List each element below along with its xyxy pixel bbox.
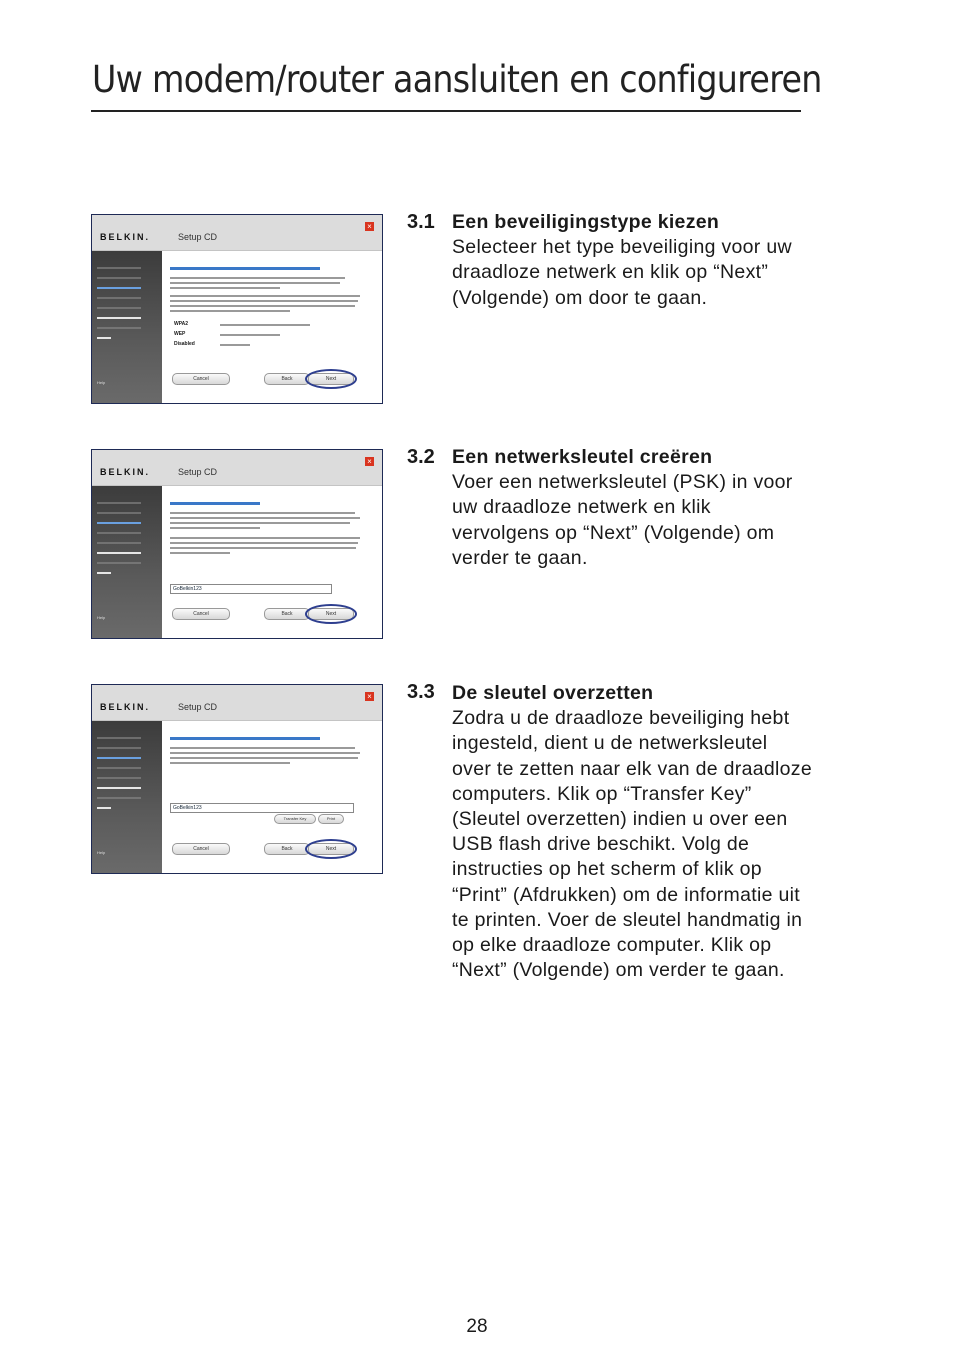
option-wep: WEP: [174, 331, 186, 337]
network-key-field: GoBelkin123: [170, 584, 332, 594]
back-button: Back: [264, 608, 310, 620]
screenshot-sidebar: [92, 486, 162, 638]
network-key-field: GoBelkin123: [170, 803, 354, 813]
section-body: Zodra u de draadloze beveiliging hebt ingesteld, dient u de netwerksleutel over te zetten naar elk van de draadloze computers. Klik op “Transfer Key” (Sleutel overzetten) indien u over een USB flash drive beschikt. Volg de instructies op het scherm of klik op “Print” (Afdrukken) om de informatie uit te printen. Voer de sleutel handmatig in op elke draadloze computer. Klik op “Next” (Volgende) om verder te gaan.: [452, 707, 812, 982]
help-label: Help: [97, 850, 106, 855]
cancel-button: Cancel: [172, 843, 230, 855]
section-number: 3.3: [407, 681, 435, 703]
section-heading: De sleutel overzetten: [452, 682, 654, 704]
screenshot-sidebar: [92, 251, 162, 403]
screenshot-sidebar: [92, 721, 162, 873]
setup-cd-title: Setup CD: [178, 702, 218, 712]
back-button: Back: [264, 373, 310, 385]
back-button: Back: [264, 843, 310, 855]
option-wpa2: WPA2: [174, 321, 189, 327]
close-icon: ×: [365, 222, 374, 231]
section-number: 3.2: [407, 446, 435, 468]
section-number: 3.1: [407, 211, 435, 233]
screenshot-header: [92, 685, 382, 721]
section-text: [452, 210, 812, 311]
screenshot-network-key: [91, 449, 383, 639]
belkin-logo: BELKIN.: [100, 702, 150, 712]
cancel-button: Cancel: [172, 373, 230, 385]
section-body: Voer een netwerksleutel (PSK) in voor uw draadloze netwerk en klik vervolgens op “Next” (Volgende) om verder te gaan.: [452, 471, 793, 569]
print-button: Print: [318, 814, 344, 824]
close-icon: ×: [365, 692, 374, 701]
section-body: Selecteer het type beveiliging voor uw draadloze netwerk en klik op “Next” (Volgende) om door te gaan.: [452, 236, 792, 309]
title-rule: [91, 110, 801, 112]
help-label: Help: [97, 380, 106, 385]
option-disabled: Disabled: [174, 341, 195, 347]
setup-cd-title: Setup CD: [178, 232, 218, 242]
section-text: [452, 445, 812, 571]
next-highlight-ring: [305, 369, 357, 389]
cancel-button: Cancel: [172, 608, 230, 620]
page-number: 28: [466, 1316, 488, 1337]
section-text: [452, 681, 812, 983]
belkin-logo: BELKIN.: [100, 467, 150, 477]
screenshot-header: [92, 450, 382, 486]
close-icon: ×: [365, 457, 374, 466]
next-button: Next: [308, 373, 354, 385]
section-heading: Een beveiligingstype kiezen: [452, 211, 720, 233]
next-button: Next: [308, 608, 354, 620]
next-highlight-ring: [305, 604, 357, 624]
section-heading: Een netwerksleutel creëren: [452, 446, 713, 468]
page-title: Uw modem/router aansluiten en configureren: [92, 58, 822, 101]
help-label: Help: [97, 615, 106, 620]
next-button: Next: [308, 843, 354, 855]
screenshot-header: [92, 215, 382, 251]
next-highlight-ring: [305, 839, 357, 859]
transfer-key-button: Transfer Key: [274, 814, 316, 824]
screenshot-transfer-key: [91, 684, 383, 874]
belkin-logo: BELKIN.: [100, 232, 150, 242]
screenshot-security-type: [91, 214, 383, 404]
setup-cd-title: Setup CD: [178, 467, 218, 477]
